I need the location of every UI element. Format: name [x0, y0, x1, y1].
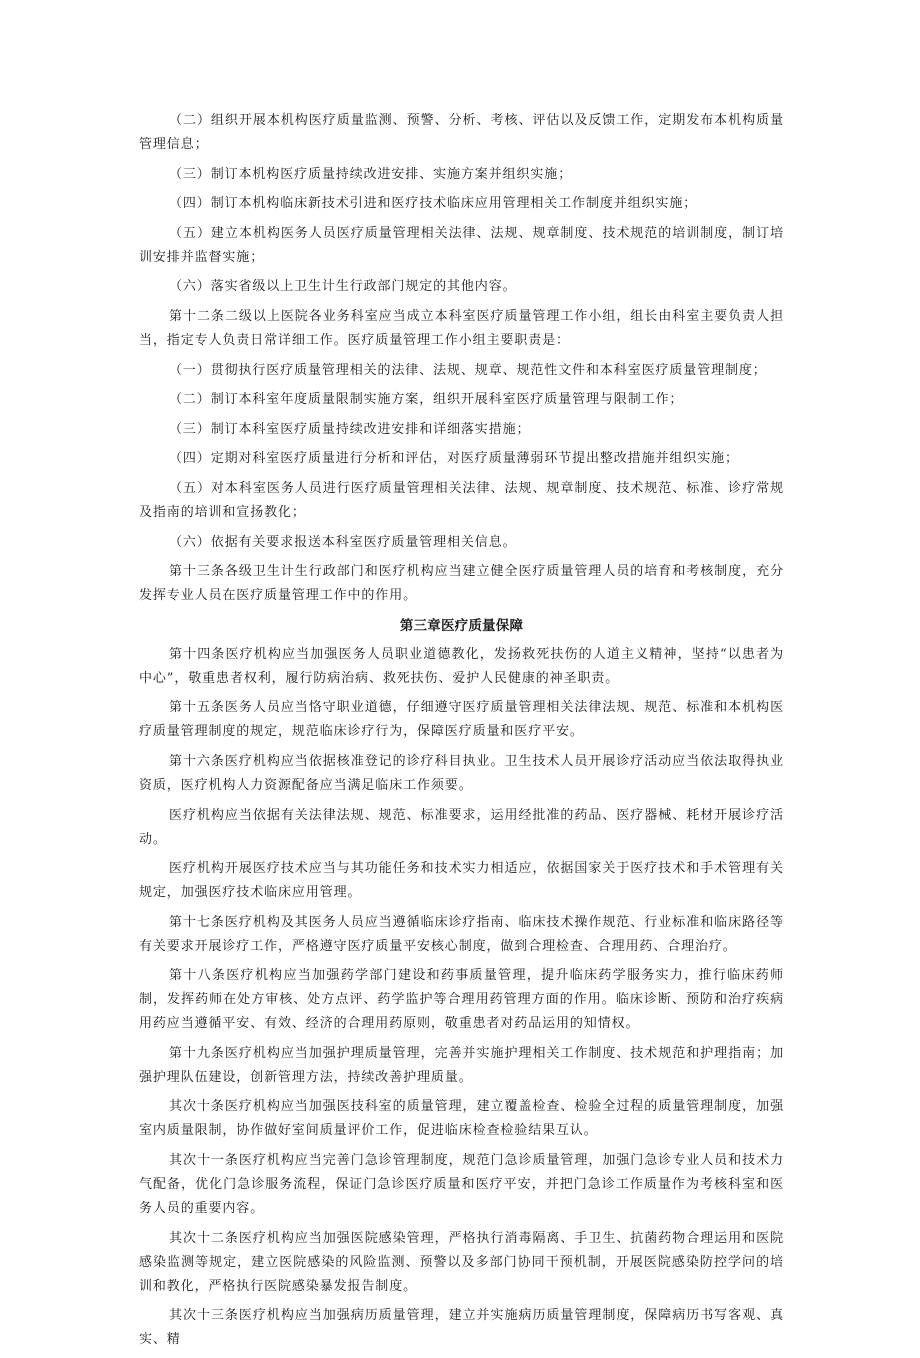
article-13: 第十三条各级卫生计生行政部门和医疗机构应当建立健全医疗质量管理人员的培育和考核制度，充分发挥专业人员在医疗质量管理工作中的作用。 [139, 564, 784, 604]
article-14: 第十四条医疗机构应当加强医务人员职业道德教化，发扬救死扶伤的人道主义精神，坚持“以患者为中心”，敬重患者权利，履行防病治病、救死扶伤、爱护人民健康的神圣职责。 [139, 646, 784, 686]
paragraph: （一）贯彻执行医疗质量管理相关的法律、法规、规章、规范性文件和本科室医疗质量管理制度； [169, 362, 767, 378]
article-19: 第十九条医疗机构应当加强护理质量管理，完善并实施护理相关工作制度、技术规范和护理指南；加强护理队伍建设，创新管理方法，持续改善护理质量。 [139, 1045, 784, 1085]
article-20: 其次十条医疗机构应当加强医技科室的质量管理，建立覆盖检查、检验全过程的质量管理制度，加强室内质量限制，协作做好室间质量评价工作，促进临床检查检验结果互认。 [139, 1099, 784, 1139]
article-18: 第十八条医疗机构应当加强药学部门建设和药事质量管理，提升临床药学服务实力，推行临床药师制，发挥药师在处方审核、处方点评、药学监护等合理用药管理方面的作用。临床诊断、预防和治疗疾病用药应当遵循平安、有效、经济的合理用药原则，敬重患者对药品运用的知情权。 [139, 968, 784, 1032]
paragraph: （二）组织开展本机构医疗质量监测、预警、分析、考核、评估以及反馈工作，定期发布本机构质量管理信息； [139, 113, 784, 152]
article-16: 第十六条医疗机构应当依据核准登记的诊疗科目执业。卫生技术人员开展诊疗活动应当依法取得执业资质，医疗机构人力资源配备应当满足临床工作须要。 [139, 753, 784, 793]
article-22: 其次十二条医疗机构应当加强医院感染管理，严格执行消毒隔离、手卫生、抗菌药物合理运用和医院感染监测等规定，建立医院感染的风险监测、预警以及多部门协同干预机制，开展医院感染防控学问的培训和教化，严格执行医院感染暴发报告制度。 [139, 1230, 784, 1294]
article-23: 其次十三条医疗机构应当加强病历质量管理，建立并实施病历质量管理制度，保障病历书写客观、真实、精 [139, 1308, 784, 1348]
article-12: 第十二条二级以上医院各业务科室应当成立本科室医疗质量管理工作小组，组长由科室主要负责人担当，指定专人负责日常详细工作。医疗质量管理工作小组主要职责是： [139, 308, 784, 348]
article-15: 第十五条医务人员应当恪守职业道德，仔细遵守医疗质量管理相关法律法规、规范、标准和本机构医疗质量管理制度的规定，规范临床诊疗行为，保障医疗质量和医疗平安。 [139, 700, 784, 740]
paragraph: （六）依据有关要求报送本科室医疗质量管理相关信息。 [169, 534, 517, 550]
paragraph: （六）落实省级以上卫生计生行政部门规定的其他内容。 [169, 279, 517, 295]
paragraph: （四）制订本机构临床新技术引进和医疗技术临床应用管理相关工作制度并组织实施； [169, 196, 698, 212]
paragraph: （三）制订本机构医疗质量持续改进安排、实施方案并组织实施； [169, 166, 573, 182]
paragraph: （五）建立本机构医务人员医疗质量管理相关法律、法规、规章制度、技术规范的培训制度，制订培训安排并监督实施； [139, 225, 784, 265]
paragraph: 医疗机构开展医疗技术应当与其功能任务和技术实力相适应，依据国家关于医疗技术和手术管理有关规定，加强医疗技术临床应用管理。 [139, 861, 784, 901]
chapter-heading: 第三章医疗质量保障 [399, 617, 524, 634]
document-page [139, 109, 784, 1358]
paragraph: 医疗机构应当依据有关法律法规、规范、标准要求，运用经批准的药品、医疗器械、耗材开展诊疗活动。 [139, 807, 784, 847]
paragraph: （五）对本科室医务人员进行医疗质量管理相关法律、法规、规章制度、技术规范、标准、诊疗常规及指南的培训和宣扬教化； [139, 480, 784, 520]
article-21: 其次十一条医疗机构应当完善门急诊管理制度，规范门急诊质量管理，加强门急诊专业人员和技术力气配备，优化门急诊服务流程，保证门急诊医疗质量和医疗平安，并把门急诊工作质量作为考核科室和医务人员的重要内容。 [139, 1153, 784, 1217]
article-17: 第十七条医疗机构及其医务人员应当遵循临床诊疗指南、临床技术操作规范、行业标准和临床路径等有关要求开展诊疗工作，严格遵守医疗质量平安核心制度，做到合理检查、合理用药、合理治疗。 [139, 914, 784, 954]
paragraph: （四）定期对科室医疗质量进行分析和评估，对医疗质量薄弱环节提出整改措施并组织实施； [169, 451, 739, 467]
paragraph: （二）制订本科室年度质量限制实施方案，组织开展科室医疗质量管理与限制工作； [169, 392, 684, 408]
paragraph: （三）制订本科室医疗质量持续改进安排和详细落实措施； [169, 421, 531, 437]
